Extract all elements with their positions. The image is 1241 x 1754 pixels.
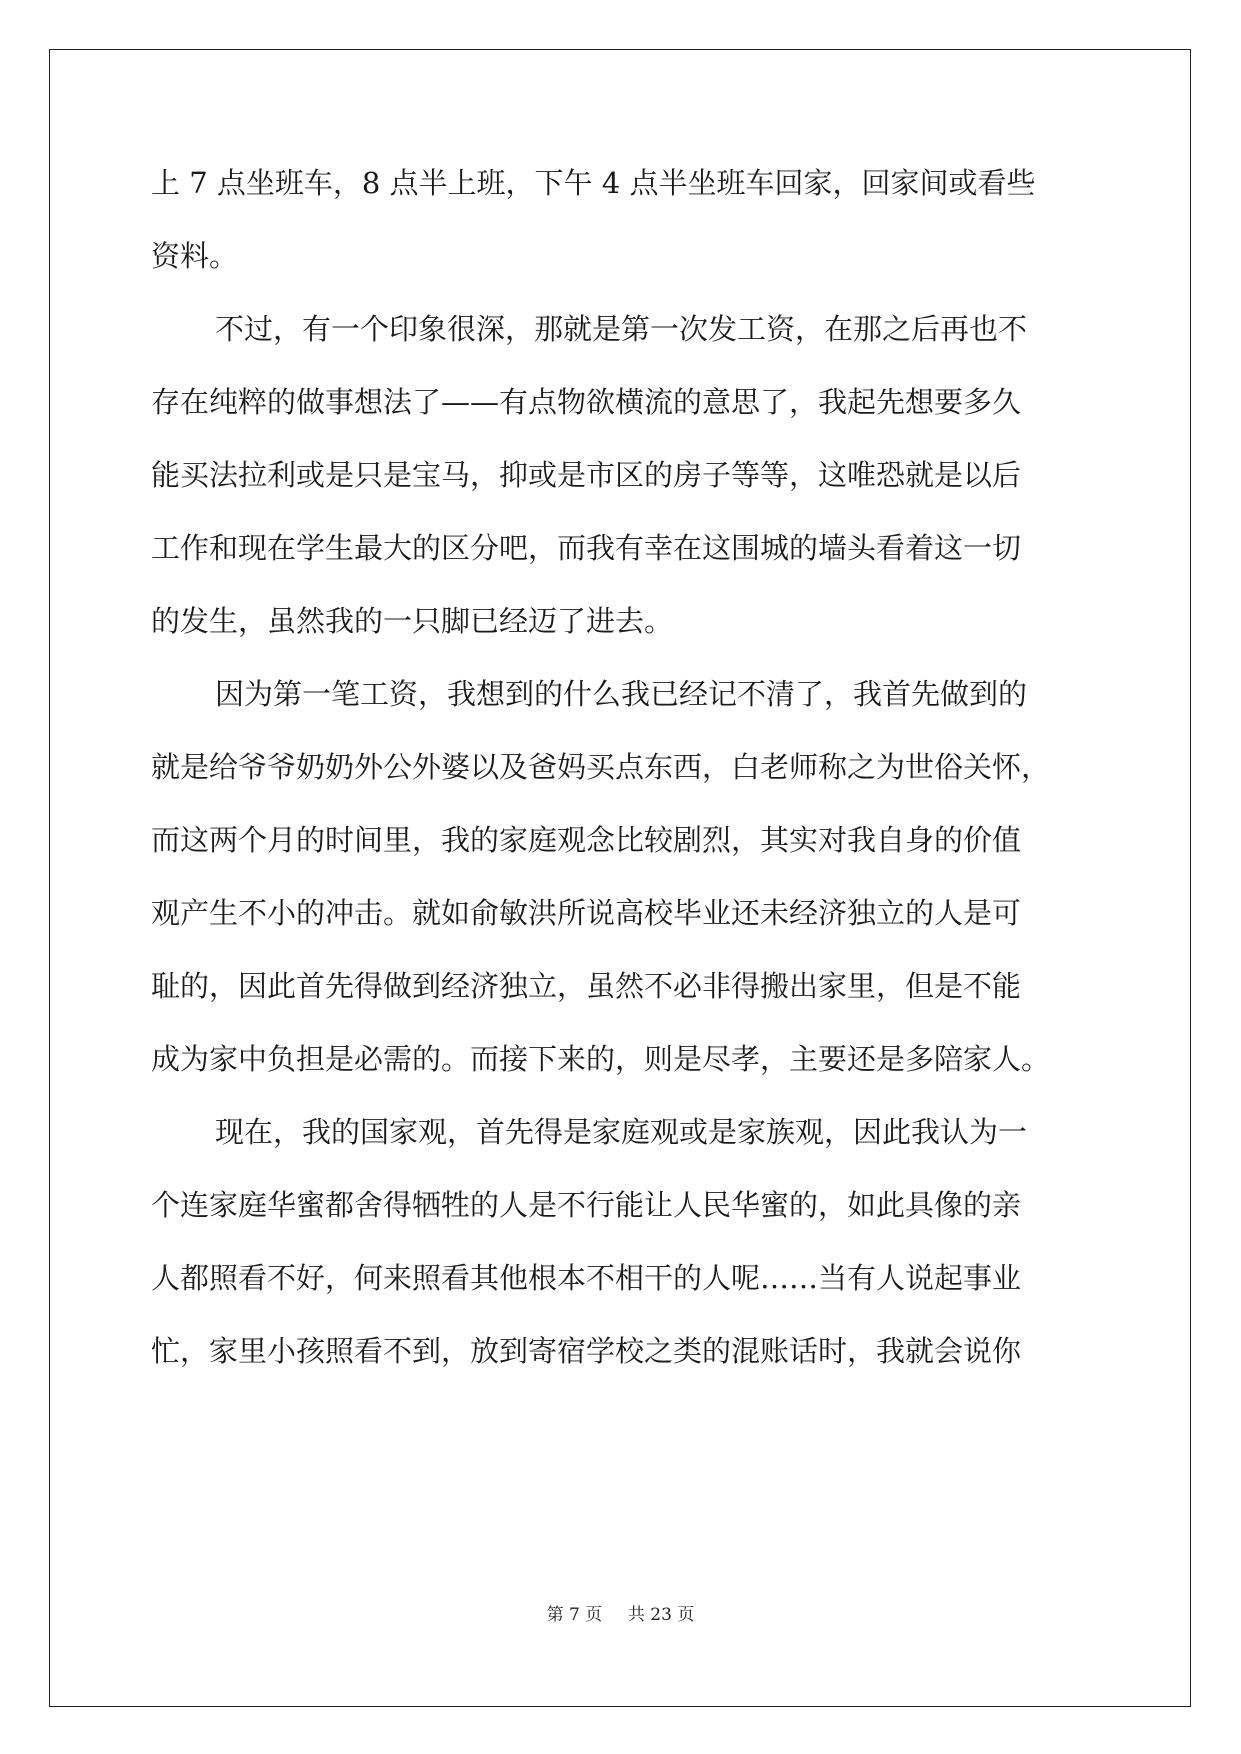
paragraph-start-line: 现在，我的国家观，首先得是家庭观或是家族观，因此我认为一 (215, 1115, 1028, 1149)
text-line: 上 7 点坐班车，8 点半上班，下午 4 点半坐班车回家，回家间或看些 (151, 166, 1036, 200)
text-line: 的发生，虽然我的一只脚已经迈了进去。 (151, 604, 674, 638)
text-line: 忙，家里小孩照看不到，放到寄宿学校之类的混账话时，我就会说你 (151, 1334, 1022, 1368)
text-line: 就是给爷爷奶奶外公外婆以及爸妈买点东西，白老师称之为世俗关怀， (151, 750, 1051, 784)
paragraph-start-line: 因为第一笔工资，我想到的什么我已经记不清了，我首先做到的 (215, 677, 1028, 711)
text-line: 个连家庭华蜜都舍得牺牲的人是不行能让人民华蜜的，如此具像的亲 (151, 1188, 1022, 1222)
text-line: 耻的，因此首先得做到经济独立，虽然不必非得搬出家里，但是不能 (151, 969, 1022, 1003)
text-line: 观产生不小的冲击。就如俞敏洪所说高校毕业还未经济独立的人是可 (151, 896, 1022, 930)
text-line: 资料。 (151, 239, 239, 273)
paragraph-start-line: 不过，有一个印象很深，那就是第一次发工资，在那之后再也不 (215, 312, 1028, 346)
text-line: 存在纯粹的做事想法了——有点物欲横流的意思了，我起先想要多久 (151, 385, 1022, 419)
page-total: 共 23 页 (627, 1605, 695, 1625)
page-footer (0, 1605, 1241, 1625)
page-border (49, 49, 1191, 1707)
text-line: 而这两个月的时间里，我的家庭观念比较剧烈，其实对我自身的价值 (151, 823, 1022, 857)
text-line: 工作和现在学生最大的区分吧，而我有幸在这围城的墙头看着这一切 (151, 531, 1022, 565)
page-number: 第 7 页 (546, 1605, 603, 1625)
text-line: 能买法拉利或是只是宝马，抑或是市区的房子等等，这唯恐就是以后 (151, 458, 1022, 492)
text-line: 人都照看不好，何来照看其他根本不相干的人呢……当有人说起事业 (151, 1261, 1022, 1295)
text-line: 成为家中负担是必需的。而接下来的，则是尽孝，主要还是多陪家人。 (151, 1042, 1051, 1076)
